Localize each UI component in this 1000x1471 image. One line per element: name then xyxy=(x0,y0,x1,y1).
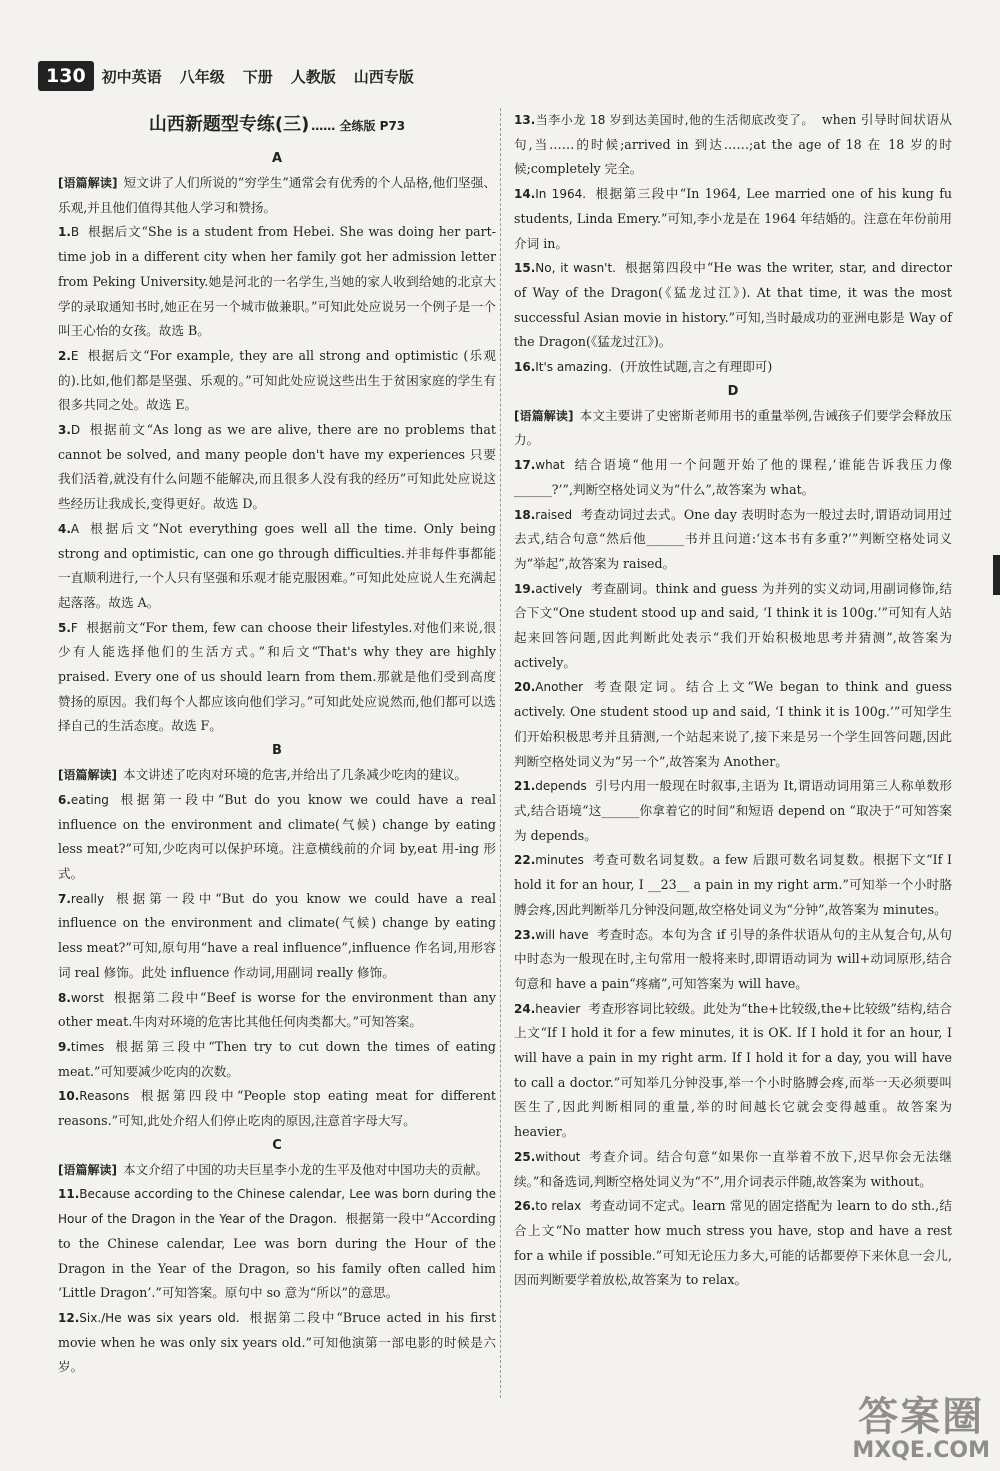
intro-tag: [语篇解读] xyxy=(58,176,118,190)
answer-item xyxy=(514,848,952,922)
item-number: 26. xyxy=(514,1199,536,1214)
answer-item xyxy=(58,1182,496,1306)
answer-item xyxy=(58,220,496,344)
header-region: 山西专版 xyxy=(353,67,414,86)
intro-text: 本文介绍了中国的功夫巨星李小龙的生平及他对中国功夫的贡献。 xyxy=(122,1161,489,1177)
item-explanation: 根据第二段中“Bruce acted in his first movie when he was only six years old.”可知他演第一部电影的时候是六岁。 xyxy=(58,1309,497,1375)
watermark-title: 答案圈 xyxy=(858,1393,985,1440)
answer-item xyxy=(58,887,496,986)
part-b-intro xyxy=(58,763,496,788)
watermark xyxy=(852,1395,990,1463)
header-volume: 下册 xyxy=(242,67,273,86)
item-number: 6. xyxy=(58,792,71,807)
item-explanation: 根据后文“Not everything goes well all the time. Only being strong and optimistic, can one go through difficulties.并非每件事都能一直顺利进行,一个人只有坚强和乐观才能克服困难。”可知此处应说人生充满起起落落。故选 A。 xyxy=(58,520,496,610)
part-b-items xyxy=(58,788,496,1134)
answer-item xyxy=(514,256,952,355)
answer-item xyxy=(58,986,496,1035)
intro-text: 本文讲述了吃肉对环境的危害,并给出了几条减少吃肉的建议。 xyxy=(122,767,468,783)
intro-tag: [语篇解读] xyxy=(58,1162,117,1177)
item-number: 19. xyxy=(514,581,536,596)
answer-item xyxy=(58,344,496,418)
item-explanation: when 引导时间状语从句,当……的时候;arrived in 到达……;at the age of 18 在 18 岁的时候;completely 完全。 xyxy=(514,112,952,177)
item-explanation: 根据后文“She is a student from Hebei. She was doing her part-time job in a different city when her family got her admission letter from Peking University.她是河北的一名学生,当她的家人收到给她的北京大学的录取通知书时,她正在另一个城市做兼职。”可知此处应说另一个例子是一个叫王心怡的女孩。故选 B。 xyxy=(58,224,496,339)
answer-item xyxy=(514,1145,952,1194)
item-number: 10. xyxy=(58,1089,80,1104)
item-number: 12. xyxy=(58,1310,80,1325)
item-answer: actively xyxy=(535,581,583,596)
item-number: 18. xyxy=(514,507,536,522)
answer-item xyxy=(58,1084,496,1133)
item-explanation: 考查副词。think and guess 为并列的实义动词,用副词修饰,结合下文“One student stood up and said, ‘I think it is 100g.’”可知有人站起来回答问题,因此判断此处表示“我们开始积极地思考并猜测”,故答案为 actively。 xyxy=(514,580,952,670)
item-answer: minutes xyxy=(535,853,584,868)
item-explanation: 根据前文“As long as we are alive, there are no problems that cannot be solved, and many people don't have my experiences 只要我们活着,就没有什么问题不能解决,而且很多人没有我的经历”可知此处应说这些经历让我成长,变得更好。故选 D。 xyxy=(58,422,496,512)
item-number: 9. xyxy=(58,1039,71,1054)
item-number: 13. xyxy=(514,113,536,127)
item-explanation: 根据后文“For example, they are all strong and optimistic (乐观的).比如,他们都是坚强、乐观的。”可知此处应说这些出生于贫困家庭的学生有很多共同之处。故选 E。 xyxy=(58,347,496,413)
item-explanation: 考查可数名词复数。a few 后跟可数名词复数。根据下文“If I hold it for an hour, I __23__ a pain in my right arm.”可知举一个小时胳膊会疼,因此判断举几分钟没问题,故空格处词义为“分钟”,故答案为 minutes。 xyxy=(514,852,952,917)
item-number: 2. xyxy=(58,348,71,363)
item-answer: 当李小龙 18 岁到达美国时,他的生活彻底改变了。 xyxy=(535,113,814,127)
part-a-intro xyxy=(58,171,496,220)
answer-item xyxy=(514,923,952,997)
answer-item xyxy=(58,788,496,887)
item-explanation: 根据第二段中“Beef is worse for the environment than any other meat.牛肉对环境的危害比其他任何肉类都大。”可知答案。 xyxy=(58,989,496,1030)
item-answer: raised xyxy=(535,507,573,522)
item-number: 21. xyxy=(514,779,536,794)
item-answer: A xyxy=(70,521,80,536)
item-answer: F xyxy=(70,620,78,635)
item-answer: It's amazing. xyxy=(535,360,612,375)
answer-item xyxy=(514,675,952,774)
part-b-label: B xyxy=(272,743,282,759)
page-header xyxy=(38,58,424,94)
item-number: 5. xyxy=(58,620,71,635)
part-c-intro xyxy=(58,1158,496,1183)
item-answer: E xyxy=(70,348,79,363)
intro-text: 本文主要讲了史密斯老师用书的重量举例,告诫孩子们要学会释放压力。 xyxy=(514,407,952,448)
intro-text: 短文讲了人们所说的“穷学生”通常会有优秀的个人品格,他们坚强、乐观,并且他们值得其他人学习和赞扬。 xyxy=(58,175,496,215)
item-answer: will have xyxy=(535,927,589,942)
section-title-text: 山西新题型专练(三) xyxy=(148,114,310,135)
part-d-intro xyxy=(514,404,952,453)
item-answer: eating xyxy=(70,792,109,807)
item-number: 3. xyxy=(58,423,71,438)
part-c-items-right xyxy=(514,108,952,380)
item-answer: In 1964. xyxy=(535,187,587,202)
part-c-label: C xyxy=(272,1137,282,1153)
item-answer: to relax xyxy=(535,1199,582,1214)
item-answer: Another xyxy=(535,680,584,695)
edge-tab-mark xyxy=(993,555,1000,595)
part-c-items-left xyxy=(58,1182,496,1380)
item-answer: times xyxy=(70,1039,105,1054)
part-d-label: D xyxy=(727,383,739,399)
intro-tag: [语篇解读] xyxy=(58,768,117,783)
item-explanation: 结合语境“他用一个问题开始了他的课程,‘谁能告诉我压力像______?’”,判断空格处词义为“什么”,故答案为 what。 xyxy=(514,457,952,497)
item-answer: Reasons xyxy=(79,1089,130,1104)
header-subject: 初中英语 xyxy=(101,67,162,86)
item-explanation: 考查限定词。结合上文“We began to think and guess actively. One student stood up and said, ‘I think it is 100g.’”可知学生们开始积极思考并且猜测,一个站起来说了,接下来是另一个学生回答问题,因此判断空格处词义为“另一个”,故答案为 Another。 xyxy=(514,679,952,769)
item-explanation: 根据第一段中“But do you know we could have a real influence on the environment and climate(气候) change by eating less meat?”可知,少吃肉可以保护环境。注意横线前的介词 by,eat 用-ing 形式。 xyxy=(58,791,496,881)
item-number: 23. xyxy=(514,927,536,942)
item-number: 8. xyxy=(58,990,71,1005)
left-column xyxy=(58,108,496,1380)
item-number: 14. xyxy=(514,187,536,202)
item-answer: depends xyxy=(535,779,587,794)
item-answer: worst xyxy=(70,990,104,1005)
answer-item xyxy=(514,182,952,256)
answer-item xyxy=(514,997,952,1145)
item-number: 16. xyxy=(514,360,536,375)
item-answer: really xyxy=(70,891,105,906)
item-answer: B xyxy=(70,225,80,240)
item-answer: Because according to the Chinese calendar, Lee was born during the Hour of the Dragon in the Year of the Dragon. xyxy=(58,1187,496,1227)
item-answer: Six./He was six years old. xyxy=(79,1310,240,1325)
answer-item xyxy=(58,418,496,517)
header-edition: 人教版 xyxy=(290,67,336,86)
item-explanation: 根据第四段中“He was the writer, star, and director of Way of the Dragon(《猛龙过江》). At that time, it was the most successful Asian movie in history.”可知,当时最成功的亚洲电影是 Way of the Dragon(《猛龙过江》)。 xyxy=(514,260,952,350)
item-number: 7. xyxy=(58,891,71,906)
part-a-items xyxy=(58,220,496,739)
item-explanation: 根据前文“For them, few can choose their lifestyles.对他们来说,很少有人能选择他们的生活方式。”和后文“That's why they are highly praised. Every one of us should learn from them.那就是他们受到高度赞扬的原因。我们每个人都应该向他们学习。”可知此处应说然而,他们都可以选择自己的生活态度。故选 F。 xyxy=(58,619,496,734)
item-number: 20. xyxy=(514,680,536,695)
section-title xyxy=(58,108,496,143)
item-number: 11. xyxy=(58,1187,80,1202)
answer-item xyxy=(514,503,952,577)
item-explanation: 引号内用一般现在时叙事,主语为 It,谓语动词用第三人称单数形式,结合语境“这______你拿着它的时间”和短语 depend on “取决于”可知答案为 depends。 xyxy=(514,778,952,843)
item-number: 22. xyxy=(514,853,536,868)
item-number: 1. xyxy=(58,225,71,240)
watermark-url: MXQE.COM xyxy=(852,1437,990,1463)
section-ref: …… 全练版 P73 xyxy=(311,119,406,133)
right-column xyxy=(514,108,952,1293)
answer-item xyxy=(514,577,952,676)
item-explanation: 根据第一段中“According to the Chinese calendar, Lee was born during the Hour of the Dragon in the Year of the Dragon, so his family often called him ‘Little Dragon’.”可知答案。原句中 so 意为“所以”的意思。 xyxy=(58,1211,496,1301)
item-answer: heavier xyxy=(535,1001,581,1016)
item-explanation: 根据第一段中“But do you know we could have a real influence on the environment and climate(气候) change by eating less meat?”可知,原句用“have a real influence”,influence 作名词,用形容词 real 修饰。此处 influence 作动词,用副词 really 修饰。 xyxy=(58,890,496,980)
page-number: 130 xyxy=(38,61,94,91)
item-explanation: 考查形容词比较级。此处为“the+比较级,the+比较级”结构,结合上文“If I hold it for a few minutes, it is OK. If I hold it for an hour, I will have a pain in my right arm. If I hold it for a day, you will have to call a doctor.”可知举几分钟没事,举一个小时胳膊会疼,而举一天必须要叫医生了,因此判断相同的重量,举的时间越长它就会变得越重。故答案为 heavier。 xyxy=(514,1000,952,1140)
answer-item xyxy=(514,453,952,502)
header-grade: 八年级 xyxy=(179,67,225,86)
answer-item xyxy=(58,1306,496,1380)
item-number: 15. xyxy=(514,261,536,276)
item-number: 4. xyxy=(58,521,71,536)
item-explanation: 考查动词不定式。learn 常见的固定搭配为 learn to do sth.,结合上文“No matter how much stress you have, stop and have a rest for a while if possible.”可知无论压力多大,可能的话都要停下来休息一会儿,因而判断要学着放松,故答案为 to relax。 xyxy=(514,1198,952,1288)
answer-item xyxy=(514,1194,952,1293)
item-answer: without xyxy=(535,1149,581,1164)
item-explanation: 考查时态。本句为含 if 引导的条件状语从句的主从复合句,从句中时态为一般现在时,主句常用一般将来时,即谓语动词为 will+动词原形,结合句意和 have a pain“疼痛”,可知答案为 will have。 xyxy=(514,926,952,991)
answer-item xyxy=(58,1035,496,1084)
column-divider xyxy=(500,108,501,1398)
item-number: 25. xyxy=(514,1149,536,1164)
item-explanation: 考查介词。结合句意“如果你一直举着不放下,迟早你会无法继续。”和备选词,判断空格处词义为“不”,用介词表示伴随,故答案为 without。 xyxy=(514,1148,952,1189)
item-answer: No, it wasn't. xyxy=(535,261,616,276)
item-explanation: 考查动词过去式。One day 表明时态为一般过去时,谓语动词用过去式,结合句意“然后他______书并且问道:‘这本书有多重?’”判断空格处词义为“举起”,故答案为 raised。 xyxy=(514,506,952,571)
answer-item xyxy=(514,774,952,848)
item-number: 24. xyxy=(514,1001,536,1016)
answer-item xyxy=(58,616,496,740)
item-explanation: (开放性试题,言之有理即可) xyxy=(619,359,773,375)
answer-item xyxy=(514,108,952,182)
item-explanation: 根据第三段中“In 1964, Lee married one of his kung fu students, Linda Emery.”可知,李小龙是在 1964 年结婚的。注意在年份前用介词 in。 xyxy=(514,186,953,251)
answer-item xyxy=(514,355,952,380)
item-explanation: 根据第三段中“Then try to cut down the times of eating meat.”可知要减少吃肉的次数。 xyxy=(58,1038,496,1079)
item-explanation: 根据第四段中“People stop eating meat for different reasons.”可知,此处介绍人们停止吃肉的原因,注意首字母大写。 xyxy=(58,1088,496,1129)
item-answer: what xyxy=(535,458,565,473)
part-a-label: A xyxy=(271,151,283,166)
item-answer: D xyxy=(70,423,81,438)
intro-tag: [语篇解读] xyxy=(514,408,574,423)
part-d-items xyxy=(514,453,952,1293)
item-number: 17. xyxy=(514,458,536,473)
answer-item xyxy=(58,517,496,616)
